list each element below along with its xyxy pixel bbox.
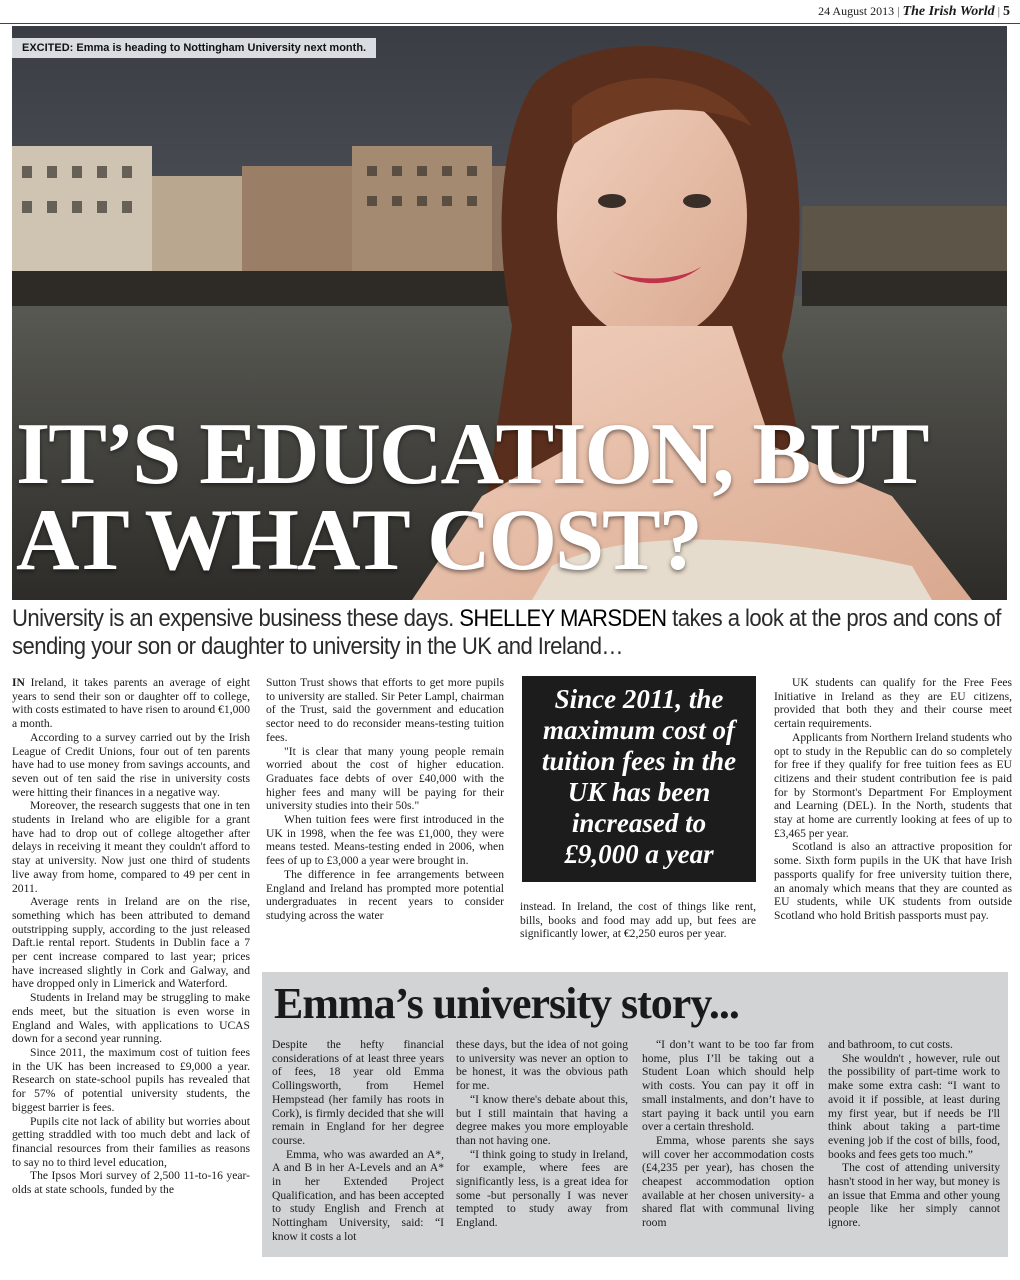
masthead [0, 0, 1020, 24]
masthead-rule [0, 23, 1020, 24]
photo-caption: EXCITED: Emma is heading to Nottingham University next month. [12, 38, 376, 58]
sidebar-box [262, 972, 1008, 1257]
article-paragraph: Applicants from Northern Ireland students who opt to study in the Republic can do so completely for free if they qualify for free tuition fees as EU citizens and their student contribution fee is paid for by Stormont's Department For Employment and Learning (DEL). In the North, students that stay at home are currently looking at fees of up to £3,465 per year. [774, 730, 1012, 840]
article-paragraph: UK students can qualify for the Free Fees Initiative in Ireland as they are EU citizens, provided that both they and their course meet certain requirements. [774, 676, 1012, 731]
masthead-separator: | [897, 4, 900, 18]
pull-quote-line: increased to [571, 808, 707, 838]
author-byline: SHELLEY MARSDEN [459, 605, 667, 632]
sidebar-paragraph: The cost of attending university hasn't stood in her way, but money is an issue that Emma and other young people like her simply cannot ignore. [828, 1161, 1000, 1230]
sidebar-paragraph: “I know there's debate about this, but I still maintain that having a degree makes you more employable than not having one. [456, 1092, 628, 1147]
article-paragraph: Pupils cite not lack of ability but worries about getting straddled with too much debt and lack of financial resources from their families as reasons to say no to third level education, [12, 1114, 250, 1169]
sidebar-title: Emma’s university story... [274, 979, 739, 1028]
pull-quote-line: tuition fees in the [541, 746, 737, 776]
article-column-1 [12, 676, 250, 1197]
pull-quote-line: UK has been [567, 777, 711, 807]
sidebar-column-2 [456, 1038, 628, 1230]
article-paragraph: Scotland is also an attractive proposition for some. Sixth form pupils in the UK that have Irish passports qualify for free university tuition there, an anomaly which means that they are counted as EU students, while UK students from outside Scotland who hold British passports must pay. [774, 840, 1012, 922]
publication-name: The Irish World [902, 4, 995, 19]
sidebar-column-3 [642, 1038, 814, 1230]
page-number: 5 [1003, 4, 1010, 19]
sidebar-paragraph: Emma, whose parents she says will cover her accommodation costs (£4,235 per year), has chosen the cheapest accommodation option available at her chosen university- a shared flat with communal living room [642, 1133, 814, 1230]
sidebar-paragraph: and bathroom, to cut costs. [828, 1038, 953, 1051]
article-paragraph: instead. In Ireland, the cost of things like rent, bills, books and food may add up, but fees are significantly lower, at €2,250 euros per year. [520, 900, 756, 941]
article-paragraph: Average rents in Ireland are on the rise, something which has been attributed to demand outstripping supply, according to the just released Daft.ie rental report. Students in Dublin face a 7 per cent increase compared to last year; prices have increased slightly in Cork and Galway, and have dropped only in Limerick and Waterford. [12, 895, 250, 991]
article-paragraph: The Ipsos Mori survey of 2,500 11-to-16 year-olds at state schools, funded by the [12, 1169, 250, 1197]
standfirst-text-1: University is an expensive business these days. [12, 605, 454, 632]
article-paragraph: When tuition fees were first introduced in the UK in 1998, when the fee was £1,000, they were means tested. Means-testing ended in 2006, when fees of up to £3,000 a year were brought in. [266, 813, 504, 868]
pull-quote [522, 676, 756, 882]
pull-quote-line: £9,000 a year [564, 839, 714, 869]
sidebar-paragraph: “I don’t want to be too far from home, plus I’ll be taking out a Student Loan which should help with costs. You can pay it off in small instalments, and don’t have to start paying it back until you earn over a certain threshold. [642, 1038, 814, 1134]
article-paragraph: "It is clear that many young people remain worried about the cost of higher education. Graduates face debts of over £40,000 with the higher fees and many will be paying for their university studies into their 50s." [266, 744, 504, 813]
issue-date: 24 August 2013 [818, 4, 895, 18]
sidebar-column-1 [272, 1038, 444, 1244]
paragraph-text: Ireland, it takes parents an average of eight years to send their son or daughter off to college, with costs estimated to have risen to around €1,000 a month. [12, 676, 250, 731]
pull-quote-line: Since 2011, the [554, 684, 724, 714]
pull-quote-line: maximum cost of [542, 715, 735, 745]
sidebar-paragraph: She wouldn't , however, rule out the possibility of part-time work to make some extra cash: “I want to avoid it if possible, at least during my first year, but if needs be I'll think about taking a part-time evening job if the cost of bills, food, books and fees gets too much.” [828, 1051, 1000, 1161]
standfirst [12, 605, 1015, 661]
masthead-text [818, 4, 1010, 20]
sidebar-paragraph: Despite the hefty financial considerations of at least three years of fees, 18 year old Emma Collingsworth, from Hemel Hempstead (her family has roots in Cork), is firmly decided that she will remain in England for her degree course. [272, 1038, 444, 1147]
lead-word: IN [12, 676, 25, 689]
article-column-3 [520, 900, 756, 941]
article-paragraph: Since 2011, the maximum cost of tuition fees in the UK has been increased to £9,000 a year. Research on state-school pupils has revealed that for 57% of potential university students, the biggest barrier is fees. [12, 1045, 250, 1114]
sidebar-paragraph: these days, but the idea of not going to university was never an option to be honest, it was the obvious path for me. [456, 1038, 628, 1093]
article-paragraph: Moreover, the research suggests that one in ten students in Ireland who are eligible for a grant have had to drop out of college altogether after delays in receiving it meant they couldn't afford to stay at university. Now just one third of students live away from home, compared to 49 per cent in 2011. [12, 799, 250, 895]
masthead-separator: | [997, 4, 1000, 18]
article-paragraph [12, 676, 250, 731]
headline [16, 406, 996, 589]
headline-line-1: IT’S EDUCATION, BUT [16, 406, 928, 503]
article-paragraph: According to a survey carried out by the Irish League of Credit Unions, four out of ten parents have had to use money from savings accounts, and seven out of ten said the rise in university costs were hitting their finances in a negative way. [12, 730, 250, 799]
sidebar-paragraph: Emma, who was awarded an A*, A and B in her A-Levels and an A* in her Extended Project Qualification, and has been accepted to study English and French at Nottingham University, said: “I know it costs a lot [272, 1147, 444, 1243]
article-column-2 [266, 676, 504, 923]
article-paragraph: The difference in fee arrangements between England and Ireland has prompted more potential undergraduates in recent years to consider studying across the water [266, 867, 504, 922]
headline-line-2: AT WHAT COST? [16, 492, 701, 589]
sidebar-column-4 [828, 1038, 1000, 1230]
article-paragraph: Sutton Trust shows that efforts to get more pupils to university are stalled. Sir Peter Lampl, chairman of the Trust, said the government and education sector need to do reconsider means-testing tuition fees. [266, 676, 504, 744]
sidebar-paragraph: “I think going to study in Ireland, for example, where fees are significantly less, is a great idea for some -but personally I was never tempted to study away from England. [456, 1147, 628, 1230]
article-column-4 [774, 676, 1012, 923]
article-paragraph: Students in Ireland may be struggling to make ends meet, but the situation is even worse in England and Wales, with applications to UCAS down for a second year running. [12, 991, 250, 1046]
standfirst-text-2: takes a look at the pros and cons of sending your son or daughter to university in the UK and Ireland… [12, 605, 1001, 660]
